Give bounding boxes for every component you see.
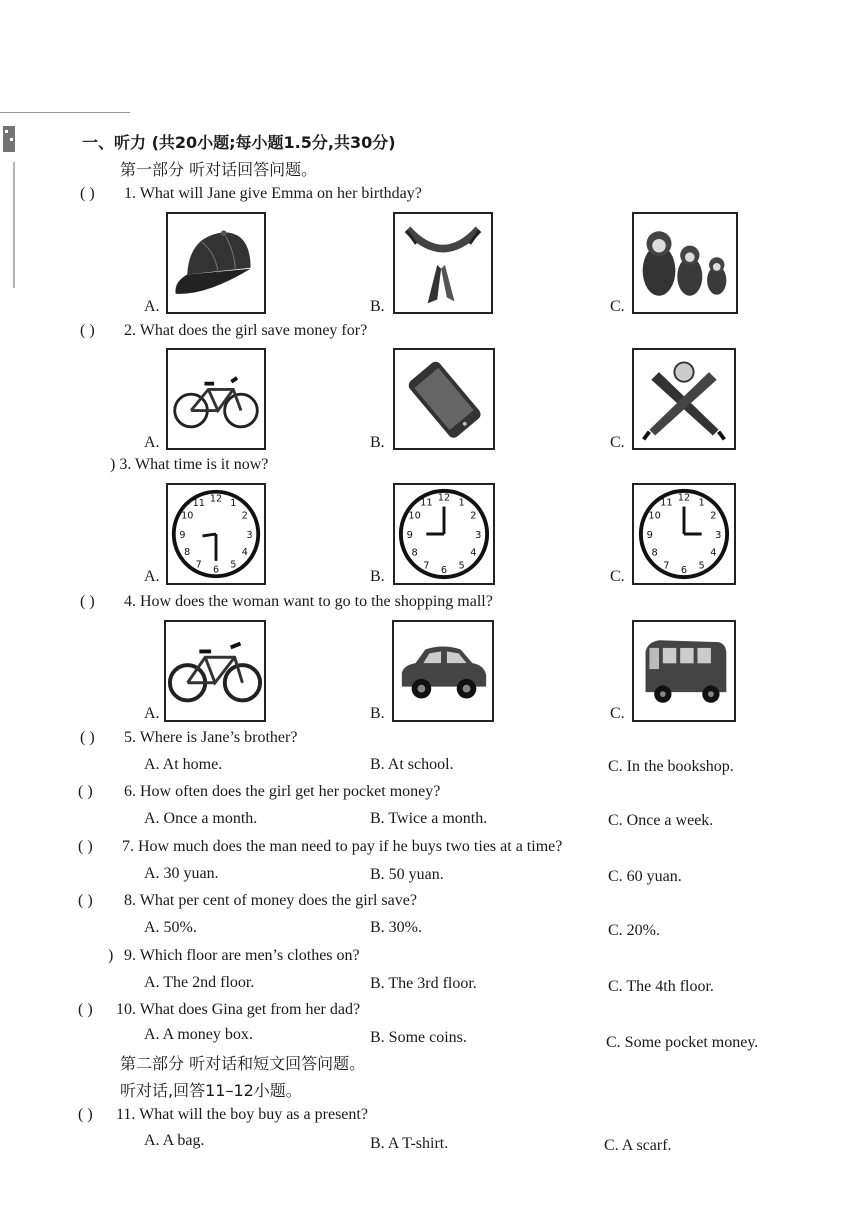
option-a: A. 30 yuan. (144, 865, 219, 882)
answer-paren[interactable]: ( ) (78, 892, 93, 909)
phone-icon[interactable] (393, 348, 495, 450)
question-6: 6. How often does the girl get her pocket money? (124, 783, 441, 800)
question-8: 8. What per cent of money does the girl save? (124, 892, 417, 909)
baseball-bats-icon[interactable] (632, 348, 736, 450)
answer-paren[interactable]: ( ) (80, 322, 95, 339)
svg-text:10: 10 (408, 510, 421, 522)
answer-paren[interactable]: ( ) (80, 185, 95, 202)
car-icon[interactable] (392, 620, 494, 722)
option-c: C. A scarf. (604, 1137, 672, 1154)
option-b: B. Some coins. (370, 1029, 467, 1046)
svg-text:10: 10 (648, 510, 661, 522)
option-c: C. 60 yuan. (608, 868, 682, 885)
svg-text:3: 3 (475, 529, 482, 541)
svg-text:5: 5 (230, 559, 237, 571)
svg-text:2: 2 (470, 510, 477, 522)
option-b-label: B. (370, 434, 385, 451)
svg-text:8: 8 (411, 547, 418, 559)
option-c: C. In the bookshop. (608, 758, 734, 775)
svg-text:9: 9 (406, 529, 413, 541)
part2-instruction: 听对话,回答11–12小题。 (120, 1081, 302, 1100)
top-rule (0, 112, 130, 113)
option-c: C. Some pocket money. (606, 1034, 759, 1051)
question-3: ) 3. What time is it now? (110, 456, 269, 473)
svg-text:11: 11 (660, 497, 673, 509)
question-2: 2. What does the girl save money for? (124, 322, 368, 339)
option-b: B. 50 yuan. (370, 866, 444, 883)
svg-text:1: 1 (698, 497, 705, 509)
bicycle-icon[interactable] (166, 348, 266, 450)
svg-text:1: 1 (458, 497, 465, 509)
option-a-label: A. (144, 568, 160, 585)
bus-icon[interactable] (632, 620, 736, 722)
scan-edge-marks (0, 118, 22, 298)
svg-text:12: 12 (677, 492, 691, 504)
option-c-label: C. (610, 705, 625, 722)
question-5: 5. Where is Jane’s brother? (124, 729, 298, 746)
svg-text:2: 2 (710, 510, 717, 522)
answer-paren[interactable]: ( ) (78, 1001, 93, 1018)
svg-text:12: 12 (437, 492, 451, 504)
bicycle-icon[interactable] (164, 620, 266, 722)
option-b-label: B. (370, 568, 385, 585)
clock-icon[interactable] (632, 483, 736, 585)
svg-text:2: 2 (241, 510, 248, 522)
option-a: A. A bag. (144, 1132, 205, 1149)
clock-icon[interactable] (393, 483, 495, 585)
svg-text:8: 8 (651, 547, 658, 559)
scarf-icon[interactable] (393, 212, 493, 314)
option-b: B. Twice a month. (370, 810, 488, 827)
question-11: 11. What will the boy buy as a present? (116, 1106, 368, 1123)
svg-text:3: 3 (246, 529, 253, 541)
option-c-label: C. (610, 568, 625, 585)
option-a: A. Once a month. (144, 810, 258, 827)
option-c: C. Once a week. (608, 812, 714, 829)
option-b-label: B. (370, 298, 385, 315)
svg-text:1: 1 (230, 498, 237, 510)
option-a: A. 50%. (144, 919, 197, 936)
svg-text:6: 6 (440, 565, 448, 577)
question-1: 1. What will Jane give Emma on her birthday? (124, 185, 422, 202)
svg-text:3: 3 (715, 529, 722, 541)
option-b-label: B. (370, 705, 385, 722)
svg-text:6: 6 (680, 565, 688, 577)
svg-text:8: 8 (184, 547, 191, 559)
question-10: 10. What does Gina get from her dad? (116, 1001, 361, 1018)
option-a: A. At home. (144, 756, 223, 773)
svg-text:7: 7 (423, 560, 430, 572)
option-a-label: A. (144, 298, 160, 315)
question-9: 9. Which floor are men’s clothes on? (124, 947, 360, 964)
svg-text:9: 9 (646, 529, 653, 541)
option-b: B. A T-shirt. (370, 1135, 449, 1152)
option-b: B. At school. (370, 756, 454, 773)
answer-paren[interactable]: ) (108, 947, 114, 964)
clock-icon[interactable] (166, 483, 266, 585)
answer-paren[interactable]: ( ) (78, 838, 93, 855)
answer-paren[interactable]: ( ) (78, 1106, 93, 1123)
option-a: A. A money box. (144, 1026, 253, 1043)
section-title: 一、听力 (共20小题;每小题1.5分,共30分) (82, 133, 396, 152)
part2-heading: 第二部分 听对话和短文回答问题。 (120, 1054, 366, 1073)
svg-text:6: 6 (212, 564, 220, 576)
cap-icon[interactable] (166, 212, 266, 314)
svg-text:5: 5 (698, 560, 705, 572)
option-c: C. The 4th floor. (608, 978, 714, 995)
question-4: 4. How does the woman want to go to the shopping mall? (124, 593, 493, 610)
answer-paren[interactable]: ( ) (80, 593, 95, 610)
option-a-label: A. (144, 705, 160, 722)
option-a-label: A. (144, 434, 160, 451)
option-b: B. 30%. (370, 919, 422, 936)
svg-text:11: 11 (420, 497, 433, 509)
svg-text:11: 11 (192, 498, 205, 510)
svg-text:10: 10 (181, 510, 194, 522)
svg-text:4: 4 (710, 547, 717, 559)
answer-paren[interactable]: ( ) (80, 729, 95, 746)
svg-text:9: 9 (179, 529, 186, 541)
svg-text:4: 4 (241, 547, 248, 559)
option-b: B. The 3rd floor. (370, 975, 477, 992)
option-c: C. 20%. (608, 922, 660, 939)
svg-text:7: 7 (663, 560, 670, 572)
option-a: A. The 2nd floor. (144, 974, 255, 991)
svg-text:7: 7 (195, 559, 202, 571)
question-7: 7. How much does the man need to pay if he buys two ties at a time? (122, 838, 563, 855)
option-c-label: C. (610, 298, 625, 315)
dolls-icon[interactable] (632, 212, 738, 314)
svg-text:12: 12 (209, 493, 223, 505)
svg-text:5: 5 (458, 560, 465, 572)
svg-text:4: 4 (470, 547, 477, 559)
option-c-label: C. (610, 434, 625, 451)
answer-paren[interactable]: ( ) (78, 783, 93, 800)
part1-heading: 第一部分 听对话回答问题。 (120, 160, 318, 179)
